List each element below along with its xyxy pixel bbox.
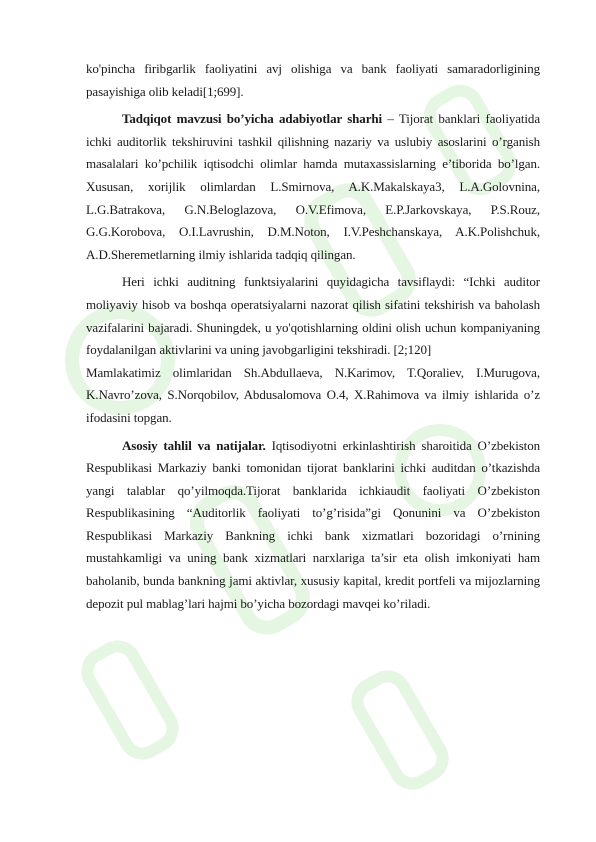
paragraph-4: Mamlakatimiz olimlaridan Sh.Abdullaeva, N.Karimov, T.Qoraliev, I.Murugova, K.Navro’zova, S.Norqobilov, Abdusalomova O.4, X.Rahimova va ilmiy ishlarida o’z ifodasini topgan. bbox=[86, 364, 540, 425]
paragraph-2-text: – Tijorat banklari faoliyatida ichki auditorlik tekshiruvini tashkil qilishning nazariy va uslubiy asoslarini o’rganish masalalari ko’pchilik iqtisodchi olimlar hamda mutaxassislarning e’tiborida bo’lgan. Xususan, xorijlik olimlardan L.Smirnova, A.K.Makalskaya3, L.A.Golovnina, L.G.Batrakova, G.N.Beloglazova, O.V.Efimova, E.P.Jarkovskaya, P.S.Rouz, G.G.Korobova, O.I.Lavrushin, D.M.Noton, I.V.Peshchanskaya, A.K.Polishchuk, A.D.Sheremetlarning ilmiy ishlarida tadqiq qilingan. bbox=[86, 111, 540, 262]
paragraph-3: Heri ichki auditning funktsiyalarini quyidagicha tavsiflaydi: “Ichki auditor moliyaviy hisob va boshqa operatsiyalarni nazorat qilish sifatini tekshirish va baholash vazifalarini bajaradi. Shuningdek, u yo'qotishlarning oldini olish uchun kompaniyaning foydalanilgan aktivlarini va uning javobgarligini tekshiradi. [2;120] bbox=[86, 274, 540, 358]
paragraph-5-text: Iqtisodiyotni erkinlashtirish sharoitida O’zbekiston Respublikasi Markaziy banki tomonidan tijorat banklarini ichki auditdan o’tkazishda yangi talablar qo’yilmoqda.Tijorat banklarida ichkiaudit faoliyati O’zbekiston Respublikasining “Auditorlik faoliyati to’g’risida”gi Qonunini va O’zbekiston Respublikasi Markaziy Bankning ichki bank xizmatlari bozoridagi o’rnining mustahkamligi va uning bank xizmatlari narxlariga ta’sir eta olish imkoniyati ham baholanib, bunda bankning jami aktivlar, xususiy kapital, kredit portfeli va mijozlarning depozit pul mablag’lari hajmi bo’yicha bozordagi mavqei ko’riladi. bbox=[86, 437, 540, 611]
paragraph-2 bbox=[86, 108, 540, 266]
paragraph-1: ko'pincha firibgarlik faoliyatini avj olishiga va bank faoliyati samaradorligining pasayishiga olib keladi[1;699]. bbox=[86, 61, 540, 99]
section-heading-literature-review: Tadqiqot mavzusi bo’yicha adabiyotlar sharhi bbox=[122, 111, 383, 127]
section-heading-analysis-results: Asosiy tahlil va natijalar. bbox=[122, 437, 266, 453]
paragraph-5 bbox=[86, 435, 540, 616]
document-body bbox=[86, 58, 540, 615]
